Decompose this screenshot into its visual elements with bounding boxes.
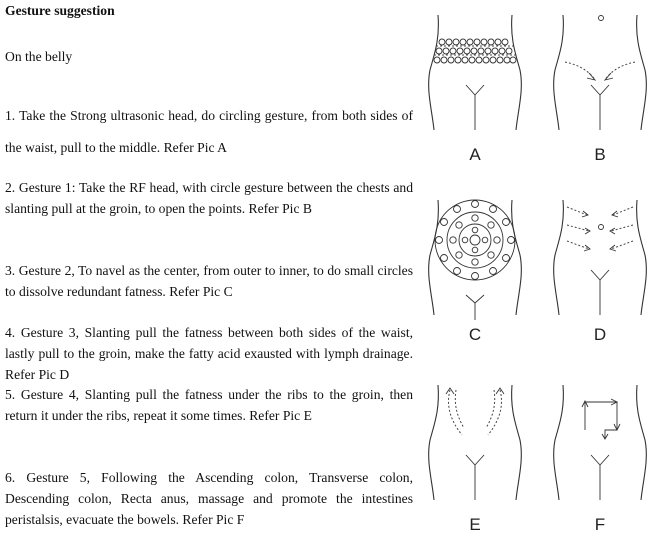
- figure-c: [420, 195, 530, 344]
- figure-label-b: B: [594, 145, 606, 164]
- intro-text: On the belly: [5, 49, 73, 64]
- figure-label-a: A: [469, 145, 481, 164]
- step-1: 1. Take the Strong ultrasonic head, do circling gesture, from both sides of the waist, pull to the middle. Refer Pic A: [5, 108, 413, 155]
- figure-label-c: C: [468, 325, 482, 344]
- torso-illustration-e: [420, 380, 530, 510]
- figure-label-d: D: [593, 325, 607, 344]
- figure-a: [420, 10, 530, 164]
- figure-d: [545, 195, 655, 344]
- figure-b: [545, 10, 655, 164]
- torso-illustration-d: [545, 195, 655, 325]
- section-title: Gesture suggestion: [5, 3, 115, 18]
- torso-illustration-a: [420, 10, 530, 140]
- torso-illustration-f: [545, 380, 655, 510]
- step-3: 3. Gesture 2, To navel as the center, from outer to inner, to do small circles to dissolve redundant fatness. Refer Pic C: [5, 263, 413, 299]
- step-5: 5. Gesture 4, Slanting pull the fatness under the ribs to the groin, then return it under the ribs, repeat it some times. Refer Pic E: [5, 387, 413, 423]
- torso-illustration-c: [420, 195, 530, 325]
- torso-illustration-b: [545, 10, 655, 140]
- step-2: 2. Gesture 1: Take the RF head, with circle gesture between the chests and slanting pull at the groin, to open the points. Refer Pic B: [5, 180, 413, 216]
- figure-f: [545, 380, 655, 534]
- step-4: 4. Gesture 3, Slanting pull the fatness between both sides of the waist, lastly pull to the groin, make the fatty acid exausted with lymph drainage. Refer Pic D: [5, 325, 413, 382]
- figure-label-e: E: [469, 515, 481, 534]
- figure-e: [420, 380, 530, 534]
- figure-label-f: F: [594, 515, 606, 534]
- step-6: 6. Gesture 5, Following the Ascending colon, Transverse colon, Descending colon, Recta anus, massage and promote the intestines peristalsis, evacuate the bowels. Refer Pic F: [5, 470, 413, 527]
